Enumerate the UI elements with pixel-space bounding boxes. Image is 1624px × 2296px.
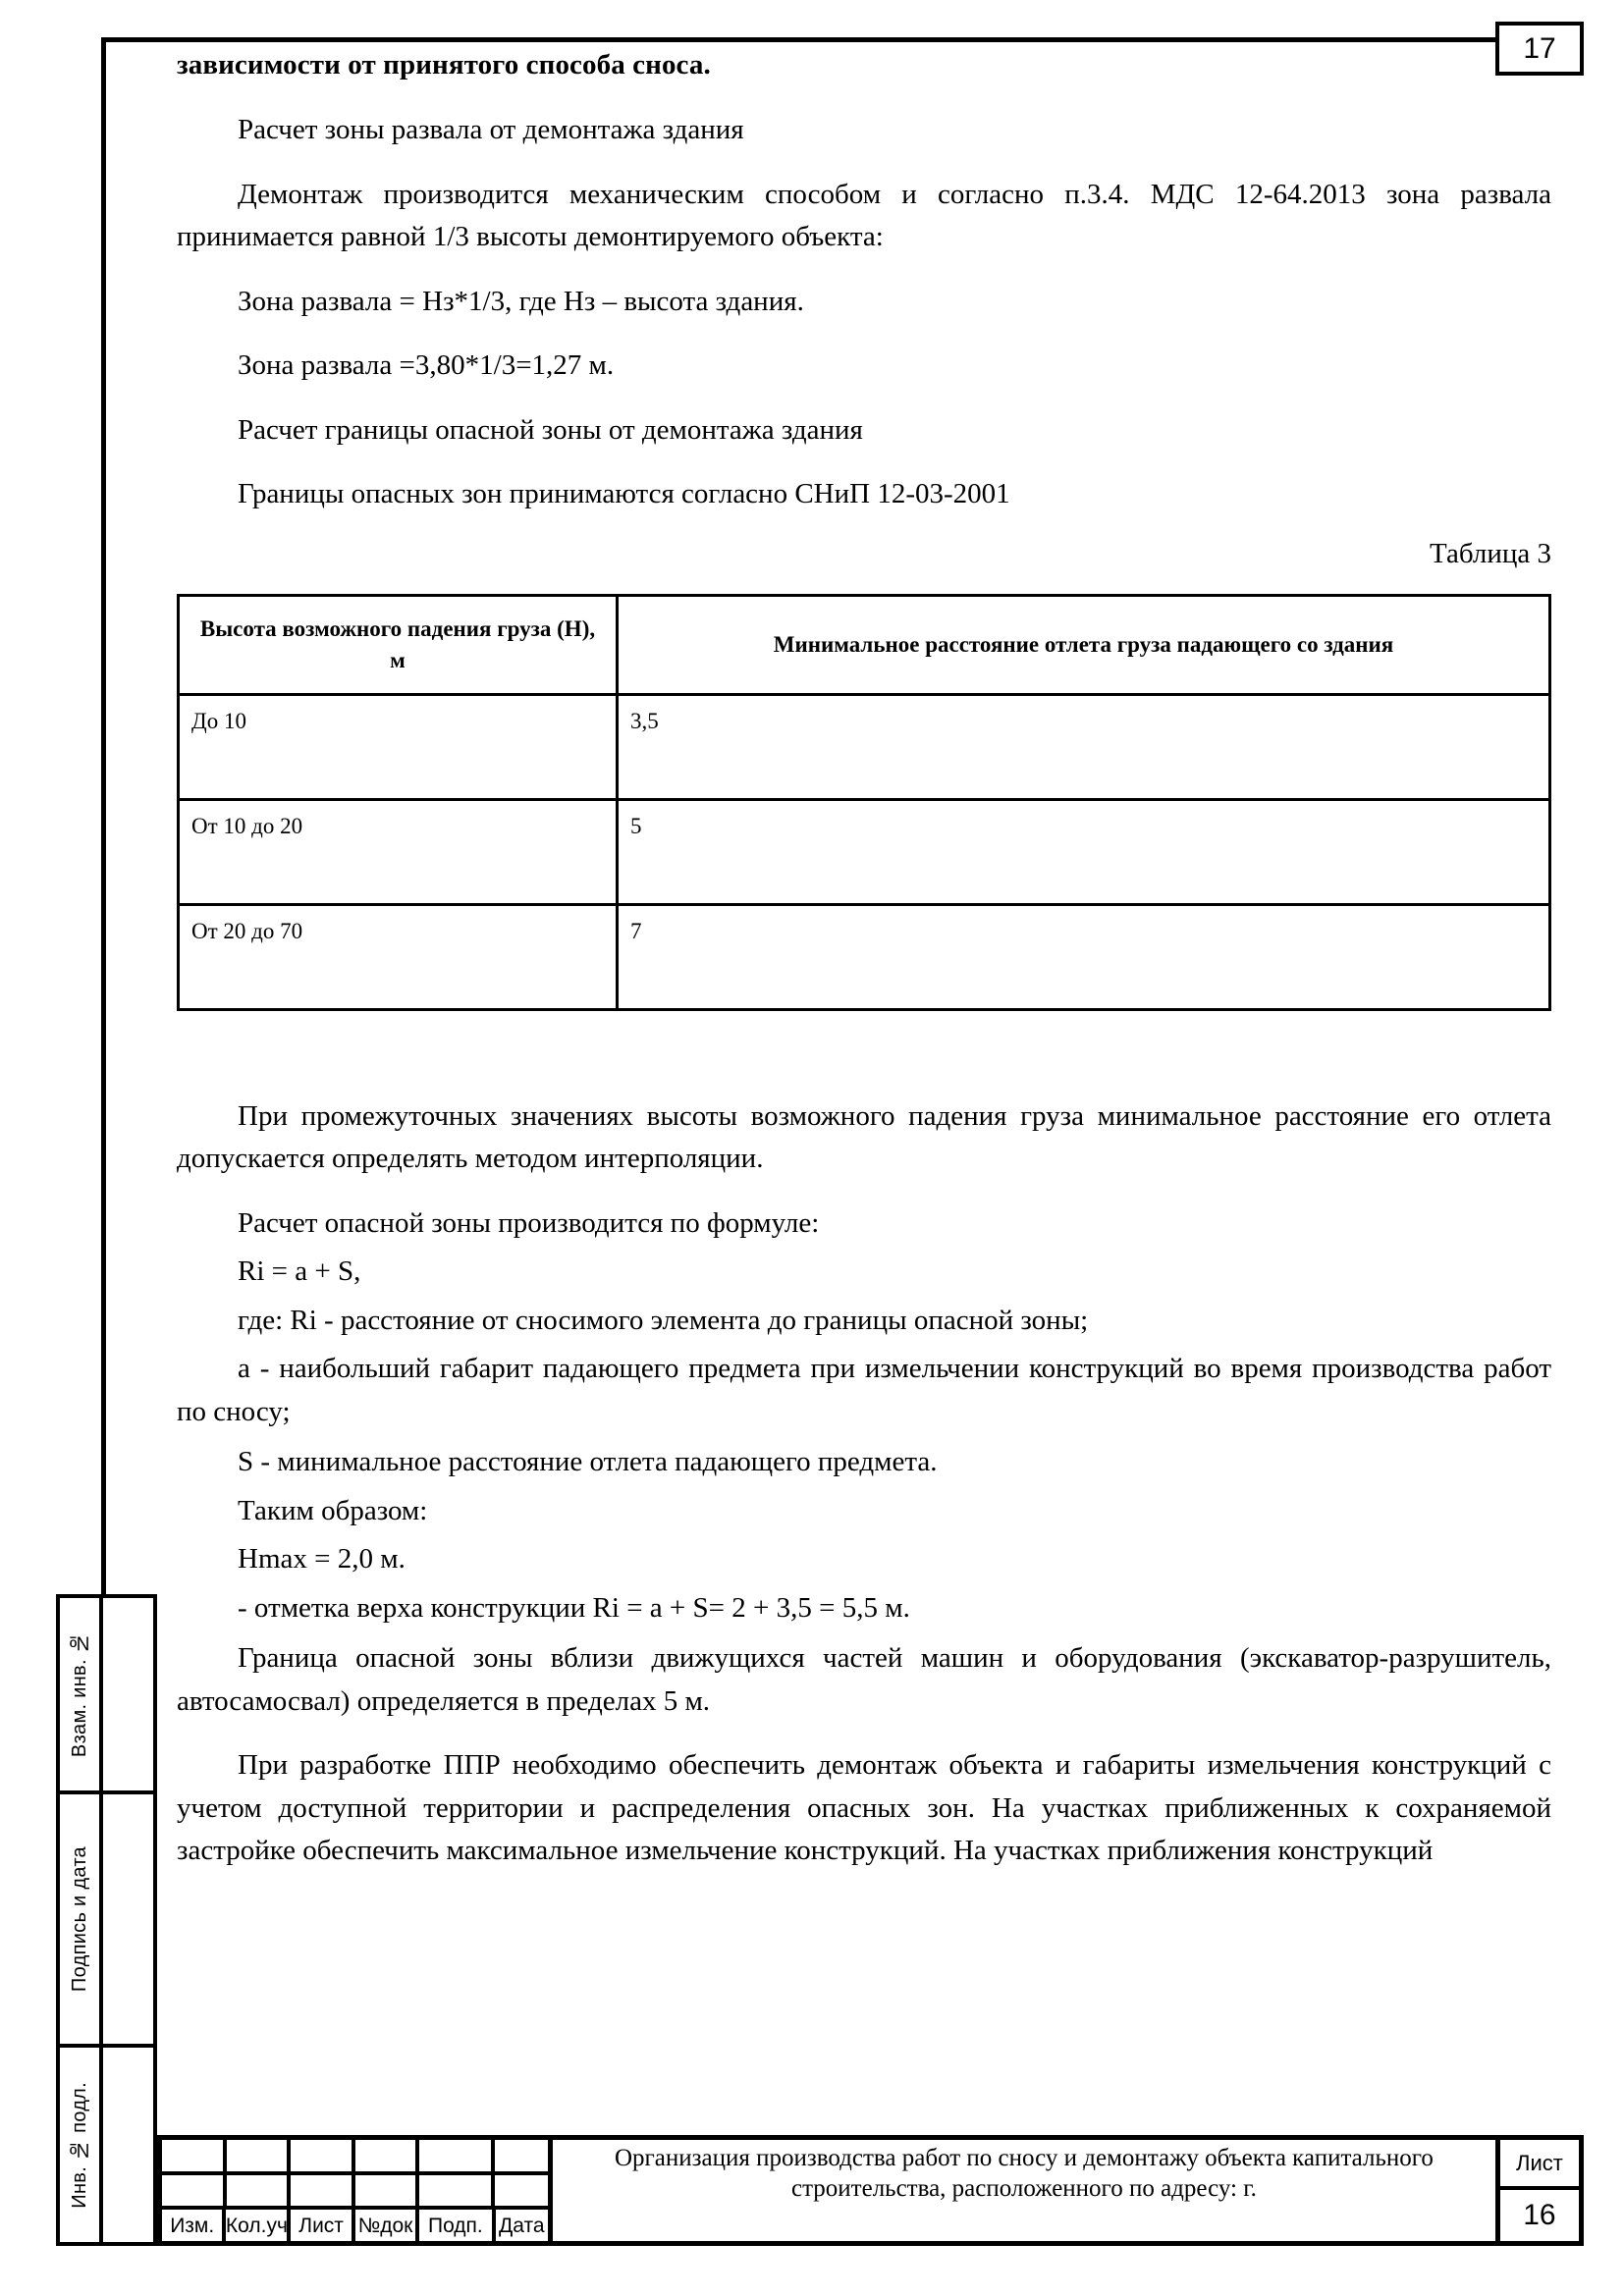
paragraph-ppr-requirements: При разработке ППР необходимо обеспечить демонтаж объекта и габариты измельчения конструкций с учетом доступной территории и распределения опасных зон. На участках приближенных к сохраняемой застройке обеспечить максимальное измельчение конструкций. На участках приближения конструкций xyxy=(177,1749,1551,1866)
side-label-inv-number xyxy=(60,2048,99,2242)
side-cell-inv-number xyxy=(60,2048,157,2242)
side-cell-divider xyxy=(99,1598,103,1790)
column-header-data: Дата xyxy=(499,2214,545,2237)
revision-cell-list xyxy=(291,2175,355,2207)
table-row xyxy=(179,904,1550,1009)
table-cell-height: От 10 до 20 xyxy=(179,799,618,904)
revision-cell-izm xyxy=(162,2140,227,2171)
revision-cell-data xyxy=(495,2140,548,2171)
paragraph-danger-zone-title: Расчет границы опасной зоны от демонтажа здания xyxy=(238,413,863,446)
side-cell-divider xyxy=(99,2048,103,2242)
table-caption: Таблица 3 xyxy=(1429,537,1551,569)
side-cell-signature-date xyxy=(60,1794,157,2048)
title-block-blank-row xyxy=(162,2140,548,2175)
title-block-blank-row xyxy=(162,2175,548,2211)
table-header-distance: Минимальное расстояние отлета груза падающего со здания xyxy=(618,595,1550,694)
paragraph-danger-zone-standard: Границы опасных зон принимаются согласно СНиП 12-03-2001 xyxy=(238,478,1010,509)
paragraph-dismantling-method: Демонтаж производится механическим способом и согласно п.3.4. МДС 12-64.2013 зона развала принимается равной 1/3 высоты демонтируемого объекта: xyxy=(177,178,1551,252)
revision-cell-podp xyxy=(419,2175,495,2207)
side-cell-vzam-inv xyxy=(60,1598,157,1794)
side-label-vzam-inv xyxy=(60,1598,99,1790)
paragraph-rubble-zone-value: Зона развала =3,80*1/3=1,27 м. xyxy=(238,349,615,381)
sheet-value: 16 xyxy=(1523,2199,1556,2231)
title-block-revision-grid xyxy=(162,2140,553,2241)
paragraph-formula-ri: Ri = a + S, xyxy=(238,1255,361,1287)
revision-cell-podp xyxy=(419,2140,495,2171)
table-cell-distance: 3,5 xyxy=(618,694,1550,799)
column-header-podp: Подп. xyxy=(419,2210,495,2241)
table-row xyxy=(179,799,1550,904)
title-block-header-row xyxy=(162,2210,548,2241)
paragraph-def-ri: где: Ri - расстояние от сносимого элемента до границы опасной зоны; xyxy=(238,1304,1089,1336)
sheet-label: Лист xyxy=(1500,2140,1579,2190)
table-cell-height: До 10 xyxy=(179,694,618,799)
paragraph-def-a: а - наибольший габарит падающего предмета при измельчении конструкций во время производства работ по сносу; xyxy=(177,1353,1551,1427)
table-header-row xyxy=(179,595,1550,694)
column-header-ndok: №док xyxy=(355,2210,419,2241)
heading-continuation: зависимости от принятого способа сноса. xyxy=(177,49,711,80)
side-label-text: Инв. № подл. xyxy=(68,2081,90,2209)
paragraph-calc-rubble-zone-title: Расчет зоны развала от демонтажа здания xyxy=(238,114,744,145)
sheet-number-block xyxy=(1500,2140,1579,2241)
table-cell-distance: 5 xyxy=(618,799,1550,904)
revision-cell-data xyxy=(495,2175,548,2207)
paragraph-formula-intro: Расчет опасной зоны производится по формуле: xyxy=(238,1206,820,1239)
side-label-text: Взам. инв. № xyxy=(68,1630,90,1758)
top-page-number: 17 xyxy=(1523,31,1556,65)
document-content xyxy=(177,51,1551,1895)
revision-cell-ndok xyxy=(355,2140,420,2171)
spacer xyxy=(177,1011,1551,1095)
paragraph-machinery-zone: Граница опасной зоны вблизи движущихся частей машин и оборудования (экскаватор-разрушитель, автосамосвал) определяется в пределах 5 м. xyxy=(177,1642,1551,1717)
paragraph-thus: Таким образом: xyxy=(238,1494,428,1526)
table-head xyxy=(179,595,1550,694)
table-danger-distances xyxy=(177,594,1551,1011)
column-header-izm: Изм. xyxy=(162,2210,226,2241)
side-label-signature-date xyxy=(60,1794,99,2044)
side-label-text: Подпись и дата xyxy=(68,1845,90,1993)
table-row xyxy=(179,694,1550,799)
side-cell-divider xyxy=(99,1794,103,2044)
column-header-list: Лист xyxy=(291,2210,354,2241)
project-title-text: Организация производства работ по сносу и демонтажу объекта капитального строительства, расположенного по адресу: г. xyxy=(553,2140,1500,2241)
paragraph-def-s: S - минимальное расстояние отлета падающего предмета. xyxy=(238,1446,938,1477)
main-title-block xyxy=(157,2135,1584,2246)
table-cell-distance: 7 xyxy=(618,904,1550,1009)
revision-cell-ndok xyxy=(355,2175,420,2207)
table-header-height: Высота возможного падения груза (Н), м xyxy=(179,595,618,694)
paragraph-hmax: Hmax = 2,0 м. xyxy=(238,1543,406,1575)
side-title-stamp xyxy=(56,1594,157,2246)
table-cell-height: От 20 до 70 xyxy=(179,904,618,1009)
paragraph-formula-rubble-zone: Зона развала = Нз*1/3, где Нз – высота здания. xyxy=(238,285,804,317)
revision-cell-koluch xyxy=(227,2175,292,2207)
revision-cell-list xyxy=(291,2140,355,2171)
paragraph-interpolation: При промежуточных значениях высоты возможного падения груза минимальное расстояние его отлета допускается определять методом интерполяции. xyxy=(177,1099,1551,1174)
table-body xyxy=(179,694,1550,1009)
paragraph-top-mark: - отметка верха конструкции Ri = a + S= 2 + 3,5 = 5,5 м. xyxy=(238,1591,910,1624)
column-header-koluch: Кол.уч xyxy=(226,2210,291,2241)
revision-cell-izm xyxy=(162,2175,227,2207)
revision-cell-koluch xyxy=(227,2140,292,2171)
